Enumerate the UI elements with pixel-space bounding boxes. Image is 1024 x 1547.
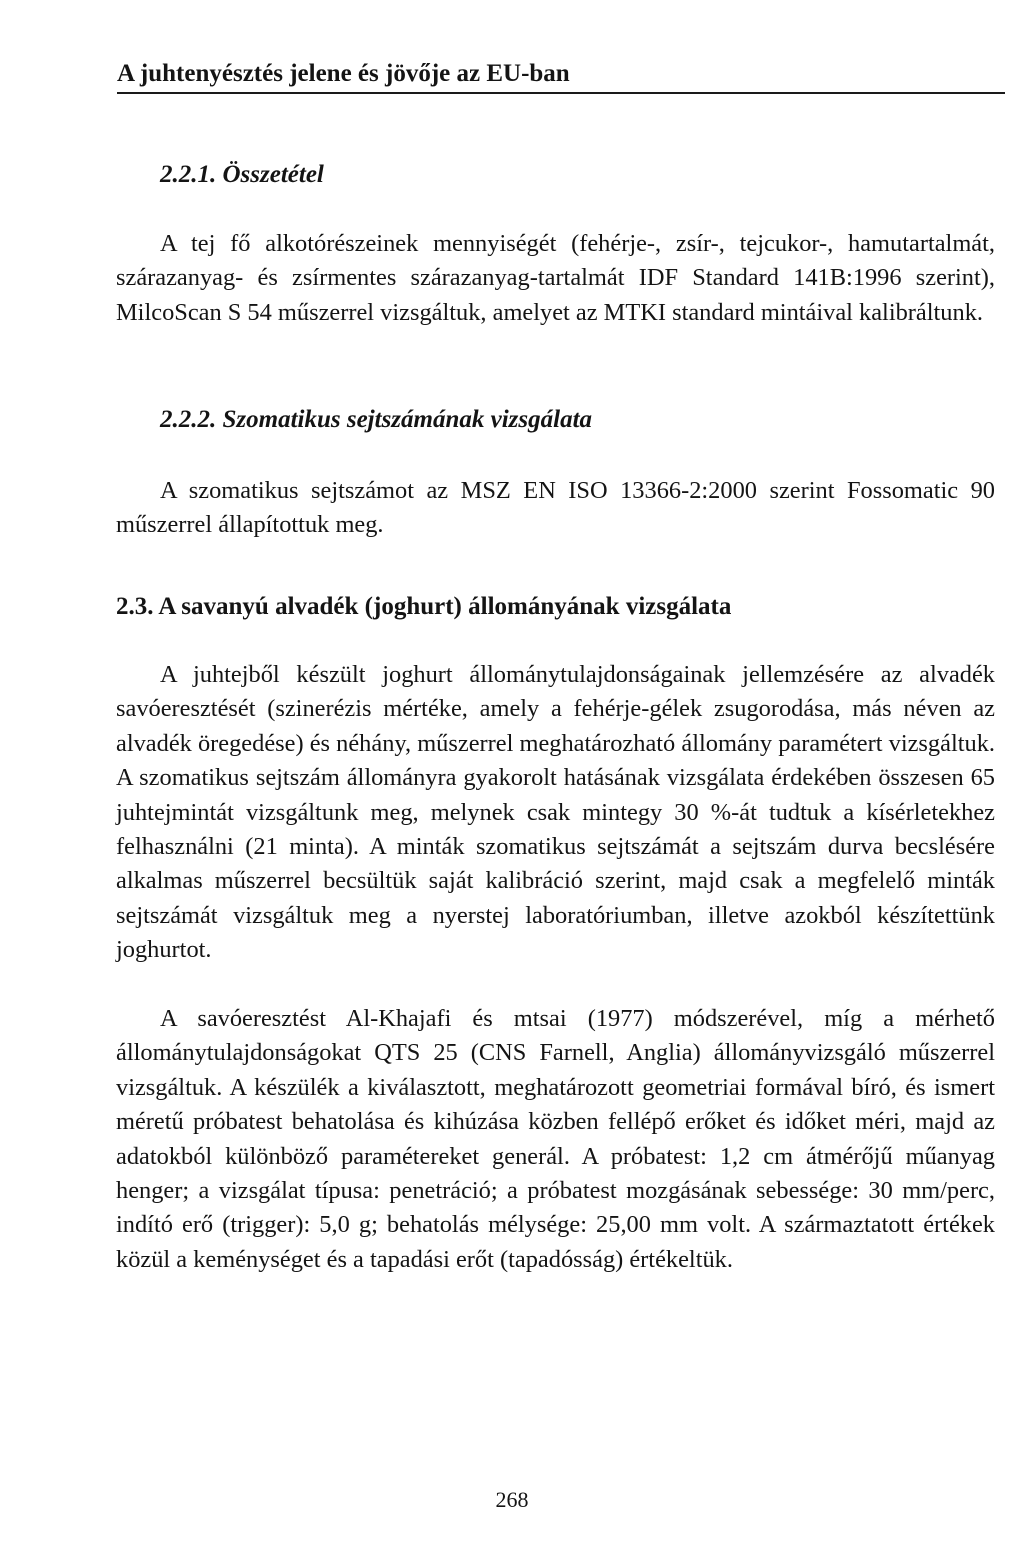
paragraph-yoghurt-texture: A juhtejből készült joghurt állománytulajdonságainak jellemzésére az alvadék savóeresztését (szinerézis mértéke, amely a fehérje-gélek zsugorodása, más néven az alvadék öregedése) és néhány, műszerrel meghatározható állomány paramétert vizsgáltuk. A szomatikus sejtszám állományra gyakorolt hatásának vizsgálata érdekében összesen 65 juhtejmintát vizsgáltunk meg, melynek csak mintegy 30 %-át tudtuk a kísérletekhez felhasználni (21 minta). A minták szomatikus sejtszámát a sejtszám durva becslésére alkalmas műszerrel becsültük saját kalibráció szerint, majd csak a megfelelő minták sejtszámát vizsgáltuk meg a nyerstej laboratóriumban, illetve azokból készítettünk joghurtot.	[116, 661, 995, 964]
section-heading-2-3: 2.3. A savanyú alvadék (joghurt) állományának vizsgálata	[116, 593, 732, 620]
running-header: A juhtenyésztés jelene és jövője az EU-ban	[117, 58, 1005, 94]
page-number: 268	[495, 1487, 529, 1512]
paragraph-composition: A tej fő alkotórészeinek mennyiségét (fehérje-, zsír-, tejcukor-, hamutartalmát, szárazanyag- és zsírmentes szárazanyag-tartalmát IDF Standard 141B:1996 szerint), MilcoScan S 54 műszerrel vizsgáltuk, amelyet az MTKI standard mintáival kalibráltunk.	[116, 230, 995, 326]
paragraph-syneresis-method: A savóeresztést Al-Khajafi és mtsai (1977) módszerével, míg a mérhető állománytulajdonságokat QTS 25 (CNS Farnell, Anglia) állományvizsgáló műszerrel vizsgáltuk. A készülék a kiválasztott, meghatározott geometriai formával bíró, és ismert méretű próbatest behatolása és kihúzása közben fellépő erőket és időket méri, majd az adatokból különböző paramétereket generál. A próbatest: 1,2 cm átmérőjű műanyag henger; a vizsgálat típusa: penetráció; a próbatest mozgásának sebessége: 30 mm/perc, indító erő (trigger): 5,0 g; behatolás mélysége: 25,00 mm volt. A származtatott értékek közül a keménységet és a tapadási erőt (tapadósság) értékeltük.	[116, 1005, 995, 1273]
paragraph-somatic-cell-count: A szomatikus sejtszámot az MSZ EN ISO 13366-2:2000 szerint Fossomatic 90 műszerrel állapítottuk meg.	[116, 477, 995, 539]
section-heading-2-2-1: 2.2.1. Összetétel	[160, 161, 324, 188]
section-heading-2-2-2: 2.2.2. Szomatikus sejtszámának vizsgálata	[160, 406, 593, 433]
